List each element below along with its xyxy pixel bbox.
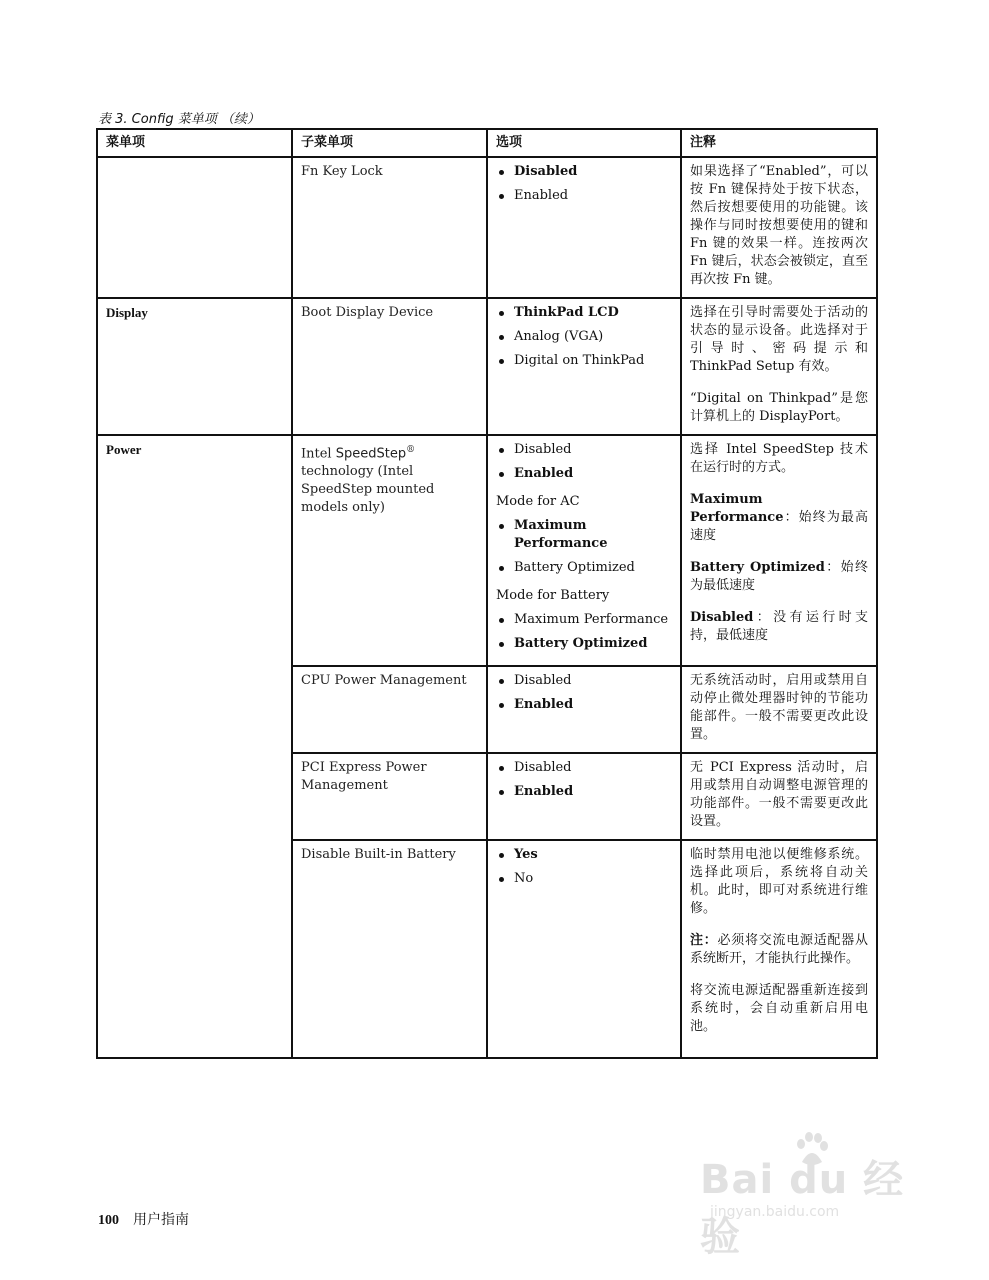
option-item: Maximum Performance xyxy=(496,611,672,629)
option-item: Disabled xyxy=(496,759,672,777)
note-text: 如果选择了“Enabled”，可以按 Fn 键保持处于按下状态，然后按想要使用的功能键。该操作与同时按想要使用的键和 Fn 键的效果一样。连按两次 Fn 键后，状态会被锁定，直至再次按 Fn 键。 xyxy=(690,164,868,287)
page-number: 100 xyxy=(98,1213,119,1228)
option-item: Disabled xyxy=(496,441,672,459)
table-row-display xyxy=(97,298,877,435)
option-item: Analog (VGA) xyxy=(496,328,672,346)
note-text: 无系统活动时，启用或禁用自动停止微处理器时钟的节能功能部件。一般不需要更改此设置。 xyxy=(690,673,868,742)
menu-power: Power xyxy=(97,435,292,1058)
option-list-ac xyxy=(496,517,672,577)
option-item: Enabled xyxy=(496,696,672,714)
option-list xyxy=(496,846,672,888)
submenu-pci-express-power: PCI Express Power Management xyxy=(292,753,487,840)
option-item: Disabled xyxy=(496,672,672,690)
speedstep-text-c: technology (Intel SpeedStep mounted models only) xyxy=(301,464,435,516)
note-text: 临时禁用电池以便维修系统。选择此项后，系统将自动关机。此时，即可对系统进行维修。 xyxy=(690,847,868,916)
submenu-boot-display-device: Boot Display Device xyxy=(292,298,487,435)
note-text: 必须将交流电源适配器从系统断开，才能执行此操作。 xyxy=(690,933,868,966)
note-text: ：始终为最低速度 xyxy=(690,560,868,593)
options-cell xyxy=(487,666,681,753)
options-cell xyxy=(487,753,681,840)
note-text: 选择在引导时需要处于活动的状态的显示设备。此选择对于引导时、密码提示和 ThinkPad Setup 有效。 xyxy=(690,305,868,374)
menu-display: Display xyxy=(97,298,292,435)
option-item: Battery Optimized xyxy=(496,635,672,653)
note-text: ：没有运行时支持，最低速度 xyxy=(690,610,868,643)
option-item: Enabled xyxy=(496,465,672,483)
menu-cell xyxy=(97,157,292,298)
option-list xyxy=(496,304,672,370)
option-list xyxy=(496,759,672,801)
header-submenu-item: 子菜单项 xyxy=(292,129,487,157)
option-item: Enabled xyxy=(496,187,672,205)
note-cell xyxy=(681,840,877,1058)
option-item: Digital on ThinkPad xyxy=(496,352,672,370)
note-warning xyxy=(690,932,868,968)
page-footer xyxy=(98,1209,189,1229)
option-item: Maximum Performance xyxy=(496,517,672,553)
note-battery-optimized xyxy=(690,559,868,595)
note-term: Maximum Performance xyxy=(690,492,784,525)
option-list xyxy=(496,163,672,205)
registered-mark: ® xyxy=(406,445,416,455)
note-term: Disabled xyxy=(690,610,754,625)
submenu-cpu-power-management: CPU Power Management xyxy=(292,666,487,753)
table-row-fn-key-lock xyxy=(97,157,877,298)
header-menu-item: 菜单项 xyxy=(97,129,292,157)
submenu-disable-built-in-battery: Disable Built-in Battery xyxy=(292,840,487,1058)
note-cell xyxy=(681,157,877,298)
note-cell xyxy=(681,753,877,840)
note-cell xyxy=(681,435,877,666)
note-text: 无 PCI Express 活动时，启用或禁用自动调整电源管理的功能部件。一般不需要更改此设置。 xyxy=(690,760,868,829)
option-item: Yes xyxy=(496,846,672,864)
table-row-speedstep xyxy=(97,435,877,666)
options-cell xyxy=(487,840,681,1058)
note-term: Battery Optimized xyxy=(690,560,825,575)
note-cell xyxy=(681,666,877,753)
option-list xyxy=(496,672,672,714)
speedstep-brand: SpeedStep xyxy=(335,446,407,462)
baidu-watermark xyxy=(700,1130,940,1260)
watermark-brand: Bai du 经验 xyxy=(700,1157,905,1260)
option-list-battery xyxy=(496,611,672,653)
note-text: “Digital on Thinkpad”是您计算机上的 DisplayPort。 xyxy=(690,391,868,424)
table-caption: 表 3. Config 菜单项 （续） xyxy=(98,112,260,127)
option-item: ThinkPad LCD xyxy=(496,304,672,322)
option-item: Enabled xyxy=(496,783,672,801)
submenu-speedstep xyxy=(292,435,487,666)
option-item: Disabled xyxy=(496,163,672,181)
note-maximum-performance xyxy=(690,491,868,545)
note-cell xyxy=(681,298,877,435)
note-term: 注： xyxy=(690,933,718,948)
mode-for-battery-label: Mode for Battery xyxy=(496,588,610,603)
speedstep-text-a: Intel xyxy=(301,446,336,462)
option-item: No xyxy=(496,870,672,888)
options-cell xyxy=(487,435,681,666)
options-cell xyxy=(487,157,681,298)
mode-for-ac-label: Mode for AC xyxy=(496,494,580,509)
header-options: 选项 xyxy=(487,129,681,157)
option-item: Battery Optimized xyxy=(496,559,672,577)
option-list xyxy=(496,441,672,483)
table-header-row xyxy=(97,129,877,157)
note-text: 选择 Intel SpeedStep 技术在运行时的方式。 xyxy=(690,442,868,475)
note-text: 将交流电源适配器重新连接到系统时，会自动重新启用电池。 xyxy=(690,983,868,1034)
submenu-fn-key-lock: Fn Key Lock xyxy=(292,157,487,298)
options-cell xyxy=(487,298,681,435)
watermark-url: jingyan.baidu.com xyxy=(710,1204,840,1220)
note-text: ：始终为最高速度 xyxy=(690,510,868,543)
note-disabled xyxy=(690,609,868,645)
header-notes: 注释 xyxy=(681,129,877,157)
footer-title: 用户指南 xyxy=(133,1213,189,1228)
config-menu-table xyxy=(96,128,878,1059)
